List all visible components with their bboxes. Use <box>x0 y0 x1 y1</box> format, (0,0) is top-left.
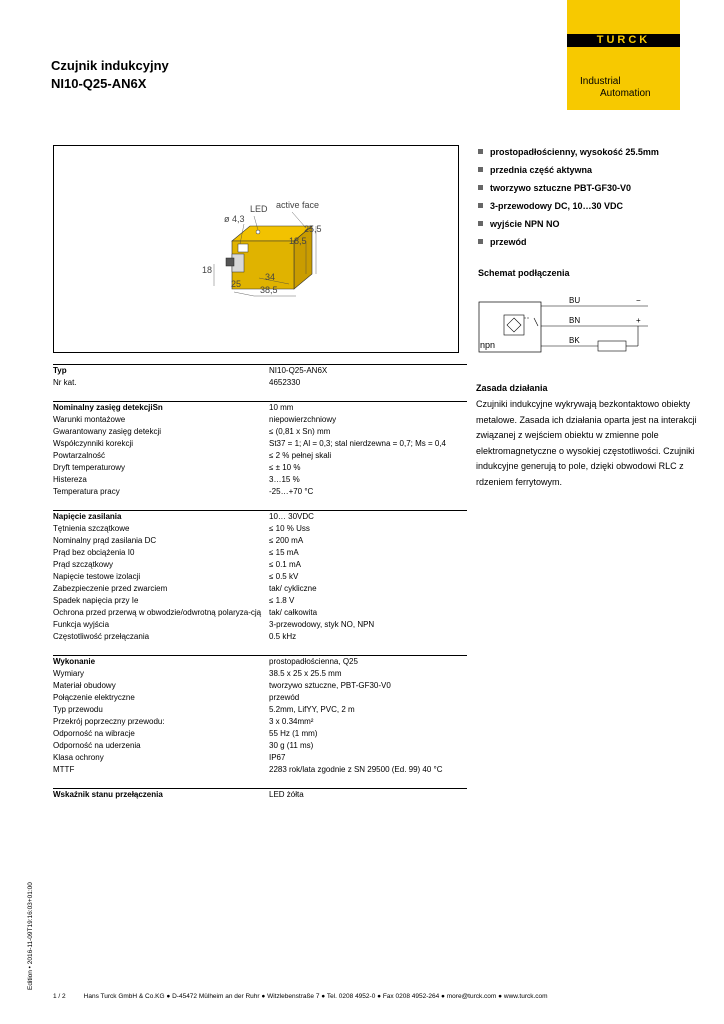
spec-row <box>53 583 467 595</box>
spec-value: ≤ 2 % pełnej skali <box>269 451 332 460</box>
spec-label: Częstotliwość przełączania <box>53 632 150 641</box>
spec-row <box>53 728 467 740</box>
spec-label: Napięcie testowe izolacji <box>53 572 141 581</box>
spec-value: ≤ 0.1 mA <box>269 560 301 569</box>
drawing-label-hole: ø 4,3 <box>224 214 245 224</box>
spec-label: Nominalny zasięg detekcjiSn <box>53 403 163 412</box>
spec-value: ≤ 200 mA <box>269 536 304 545</box>
spec-label: Gwarantowany zasięg detekcji <box>53 427 162 436</box>
spec-label: Zabezpieczenie przed zwarciem <box>53 584 168 593</box>
spec-label: Warunki montażowe <box>53 415 126 424</box>
feature-item: 3-przewodowy DC, 10…30 VDC <box>478 200 659 218</box>
title-line-1: Czujnik indukcyjny <box>51 58 169 73</box>
spec-row <box>53 547 467 559</box>
spec-value: przewód <box>269 693 300 702</box>
drawing-label-18: 18 <box>202 265 213 275</box>
switch-line <box>534 318 538 326</box>
led-marker <box>256 230 260 234</box>
bullet-square-icon <box>478 221 483 226</box>
spec-row <box>53 571 467 583</box>
spec-row <box>53 426 467 438</box>
spec-group <box>53 364 467 389</box>
spec-value: -25…+70 °C <box>269 487 314 496</box>
spec-row <box>53 619 467 631</box>
spec-label: Tętnienia szczątkowe <box>53 524 130 533</box>
spec-value: prostopadłościenna, Q25 <box>269 657 358 666</box>
spec-value: LED żółta <box>269 790 304 799</box>
drawing-label-18-5: 18,5 <box>289 236 307 246</box>
spec-group <box>53 788 467 801</box>
wiring-npn-label: npn <box>480 340 496 350</box>
feature-item: tworzywo sztuczne PBT-GF30-V0 <box>478 182 659 200</box>
feature-item: przewód <box>478 236 659 254</box>
spec-label: Powtarzalność <box>53 451 106 460</box>
spec-row <box>53 486 467 498</box>
spec-value: ≤ 1.8 V <box>269 596 295 605</box>
spec-row <box>53 607 467 619</box>
logo-text: TURCK <box>596 34 651 46</box>
drawing-label-25-5: 25,5 <box>304 224 322 234</box>
spec-label: Nr kat. <box>53 378 77 387</box>
bullet-square-icon <box>478 239 483 244</box>
spec-label: MTTF <box>53 765 75 774</box>
spec-row <box>53 414 467 426</box>
spec-label: Histereza <box>53 475 87 484</box>
spec-label: Spadek napięcia przy Ie <box>53 596 139 605</box>
spec-group <box>53 655 467 776</box>
drawing-label-38-5: 38,5 <box>260 285 278 295</box>
drawing-label-34: 34 <box>265 272 276 282</box>
spec-row <box>53 668 467 680</box>
page-number: 1 / 2 <box>53 993 66 1000</box>
spec-label: Typ przewodu <box>53 705 103 714</box>
spec-row <box>53 523 467 535</box>
bullet-square-icon <box>478 203 483 208</box>
spec-value: NI10-Q25-AN6X <box>269 366 328 375</box>
product-drawing-box <box>53 145 459 353</box>
principle-title: Zasada działania <box>476 383 548 393</box>
wire-label-bn: BN <box>569 316 581 325</box>
spec-value: ≤ (0,81 x Sn) mm <box>269 427 331 436</box>
sensor-drawing <box>54 146 458 352</box>
spec-value: 4652330 <box>269 378 301 387</box>
spec-row <box>53 740 467 752</box>
spec-label: Prąd szczątkowy <box>53 560 114 569</box>
principle-text: Czujniki indukcyjne wykrywają bezkontaktowo obiekty metalowe. Zasada ich działania oparta jest na interakcji związanej z wejściem obiektu w zmienne pole elektromagnetyczne o wysokiej częstotliwości. Czujniki indukcyjne generują to pole, dzięki obwodowi RLC z rdzeniem ferrytowym. <box>476 399 697 487</box>
spec-row <box>53 511 467 523</box>
document-title <box>51 57 169 93</box>
feature-item: wyjście NPN NO <box>478 218 659 236</box>
spec-row <box>53 559 467 571</box>
spec-label: Prąd bez obciążenia I0 <box>53 548 135 557</box>
spec-value: 55 Hz (1 mm) <box>269 729 318 738</box>
spec-label: Napięcie zasilania <box>53 512 122 521</box>
spec-value: tak/ cykliczne <box>269 584 317 593</box>
edition-stamp: Edition • 2016-11-09T19:16:03+01:00 <box>27 882 34 990</box>
spec-value: tak/ całkowita <box>269 608 318 617</box>
spec-value: ≤ ± 10 % <box>269 463 301 472</box>
spec-row <box>53 692 467 704</box>
spec-row <box>53 474 467 486</box>
spec-label: Odporność na wibracje <box>53 729 135 738</box>
spec-row <box>53 450 467 462</box>
spec-label: Współczynniki korekcji <box>53 439 134 448</box>
spec-value: 3 x 0.34mm² <box>269 717 314 726</box>
spec-label: Dryft temperaturowy <box>53 463 126 472</box>
spec-value: 30 g (11 ms) <box>269 741 314 750</box>
spec-row <box>53 752 467 764</box>
spec-row <box>53 656 467 668</box>
spec-value: 3-przewodowy, styk NO, NPN <box>269 620 375 629</box>
spec-label: Odporność na uderzenia <box>53 741 141 750</box>
load-resistor <box>598 341 626 351</box>
sensor-symbol-diamond <box>507 318 521 332</box>
spec-row <box>53 680 467 692</box>
drawing-label-active-face: active face <box>276 200 320 210</box>
page-footer <box>53 993 548 1000</box>
spec-row <box>53 402 467 414</box>
spec-value: tworzywo sztuczne, PBT-GF30-V0 <box>269 681 391 690</box>
spec-label: Temperatura pracy <box>53 487 120 496</box>
spec-row <box>53 535 467 547</box>
spec-row <box>53 789 467 801</box>
spec-value: ≤ 10 % Uss <box>269 524 310 533</box>
spec-value: 38.5 x 25 x 25.5 mm <box>269 669 342 678</box>
spec-label: Materiał obudowy <box>53 681 116 690</box>
spec-label: Klasa ochrony <box>53 753 104 762</box>
brand-industrial: Industrial <box>580 76 621 87</box>
spec-value: 3…15 % <box>269 475 300 484</box>
spec-row <box>53 764 467 776</box>
spec-row <box>53 438 467 450</box>
spec-label: Wykonanie <box>53 657 96 666</box>
spec-label: Funkcja wyjścia <box>53 620 110 629</box>
bullet-square-icon <box>478 149 483 154</box>
spec-row <box>53 716 467 728</box>
wire-label-bu: BU <box>569 296 581 305</box>
spec-value: ≤ 0.5 kV <box>269 572 299 581</box>
spec-value: IP67 <box>269 753 286 762</box>
wiring-title: Schemat podłączenia <box>478 268 570 278</box>
drawing-label-25: 25 <box>231 279 242 289</box>
mounting-hole <box>238 244 248 252</box>
bullet-square-icon <box>478 185 483 190</box>
specification-table <box>53 364 467 813</box>
drawing-label-led: LED <box>250 204 268 214</box>
spec-value: St37 = 1; Al = 0,3; stal nierdzewna = 0,7; Ms = 0,4 <box>269 439 446 448</box>
cable-end <box>226 258 234 266</box>
spec-group <box>53 401 467 498</box>
spec-label: Połączenie elektryczne <box>53 693 135 702</box>
spec-value: 2283 rok/lata zgodnie z SN 29500 (Ed. 99) 40 °C <box>269 765 443 774</box>
feature-item: prostopadłościenny, wysokość 25.5mm <box>478 146 659 164</box>
feature-list <box>478 146 659 254</box>
spec-value: ≤ 15 mA <box>269 548 299 557</box>
spec-row <box>53 631 467 643</box>
spec-row <box>53 704 467 716</box>
terminal-plus: + <box>636 316 641 325</box>
wire-label-bk: BK <box>569 336 580 345</box>
spec-value: 10… 30VDC <box>269 512 314 521</box>
spec-label: Ochrona przed przerwą w obwodzie/odwrotną polaryza-cją <box>53 608 262 617</box>
spec-row <box>53 462 467 474</box>
wiring-diagram <box>478 288 658 354</box>
spec-value: 0.5 kHz <box>269 632 297 641</box>
title-line-2: NI10-Q25-AN6X <box>51 76 147 91</box>
turck-logo <box>567 0 680 110</box>
spec-label: Wskaźnik stanu przełączenia <box>53 790 163 799</box>
terminal-minus: − <box>636 296 641 305</box>
spec-group <box>53 510 467 643</box>
spec-label: Wymiary <box>53 669 85 678</box>
spec-label: Przekrój poprzeczny przewodu: <box>53 717 165 726</box>
spec-value: 10 mm <box>269 403 294 412</box>
spec-value: niepowierzchniowy <box>269 415 337 424</box>
spec-row <box>53 377 467 389</box>
feature-item: przednia część aktywna <box>478 164 659 182</box>
spec-row <box>53 595 467 607</box>
bullet-square-icon <box>478 167 483 172</box>
spec-row <box>53 365 467 377</box>
brand-automation: Automation <box>600 88 651 99</box>
company-address: Hans Turck GmbH & Co.KG ● D-45472 Mülheim an der Ruhr ● Witzlebenstraße 7 ● Tel. 0208 4952-0 ● Fax 0208 4952-264 ● more@turck.com ● www.turck.com <box>83 993 548 1000</box>
spec-label: Nominalny prąd zasilania DC <box>53 536 157 545</box>
spec-label: Typ <box>53 366 67 375</box>
spec-value: 5.2mm, LifYY, PVC, 2 m <box>269 705 355 714</box>
